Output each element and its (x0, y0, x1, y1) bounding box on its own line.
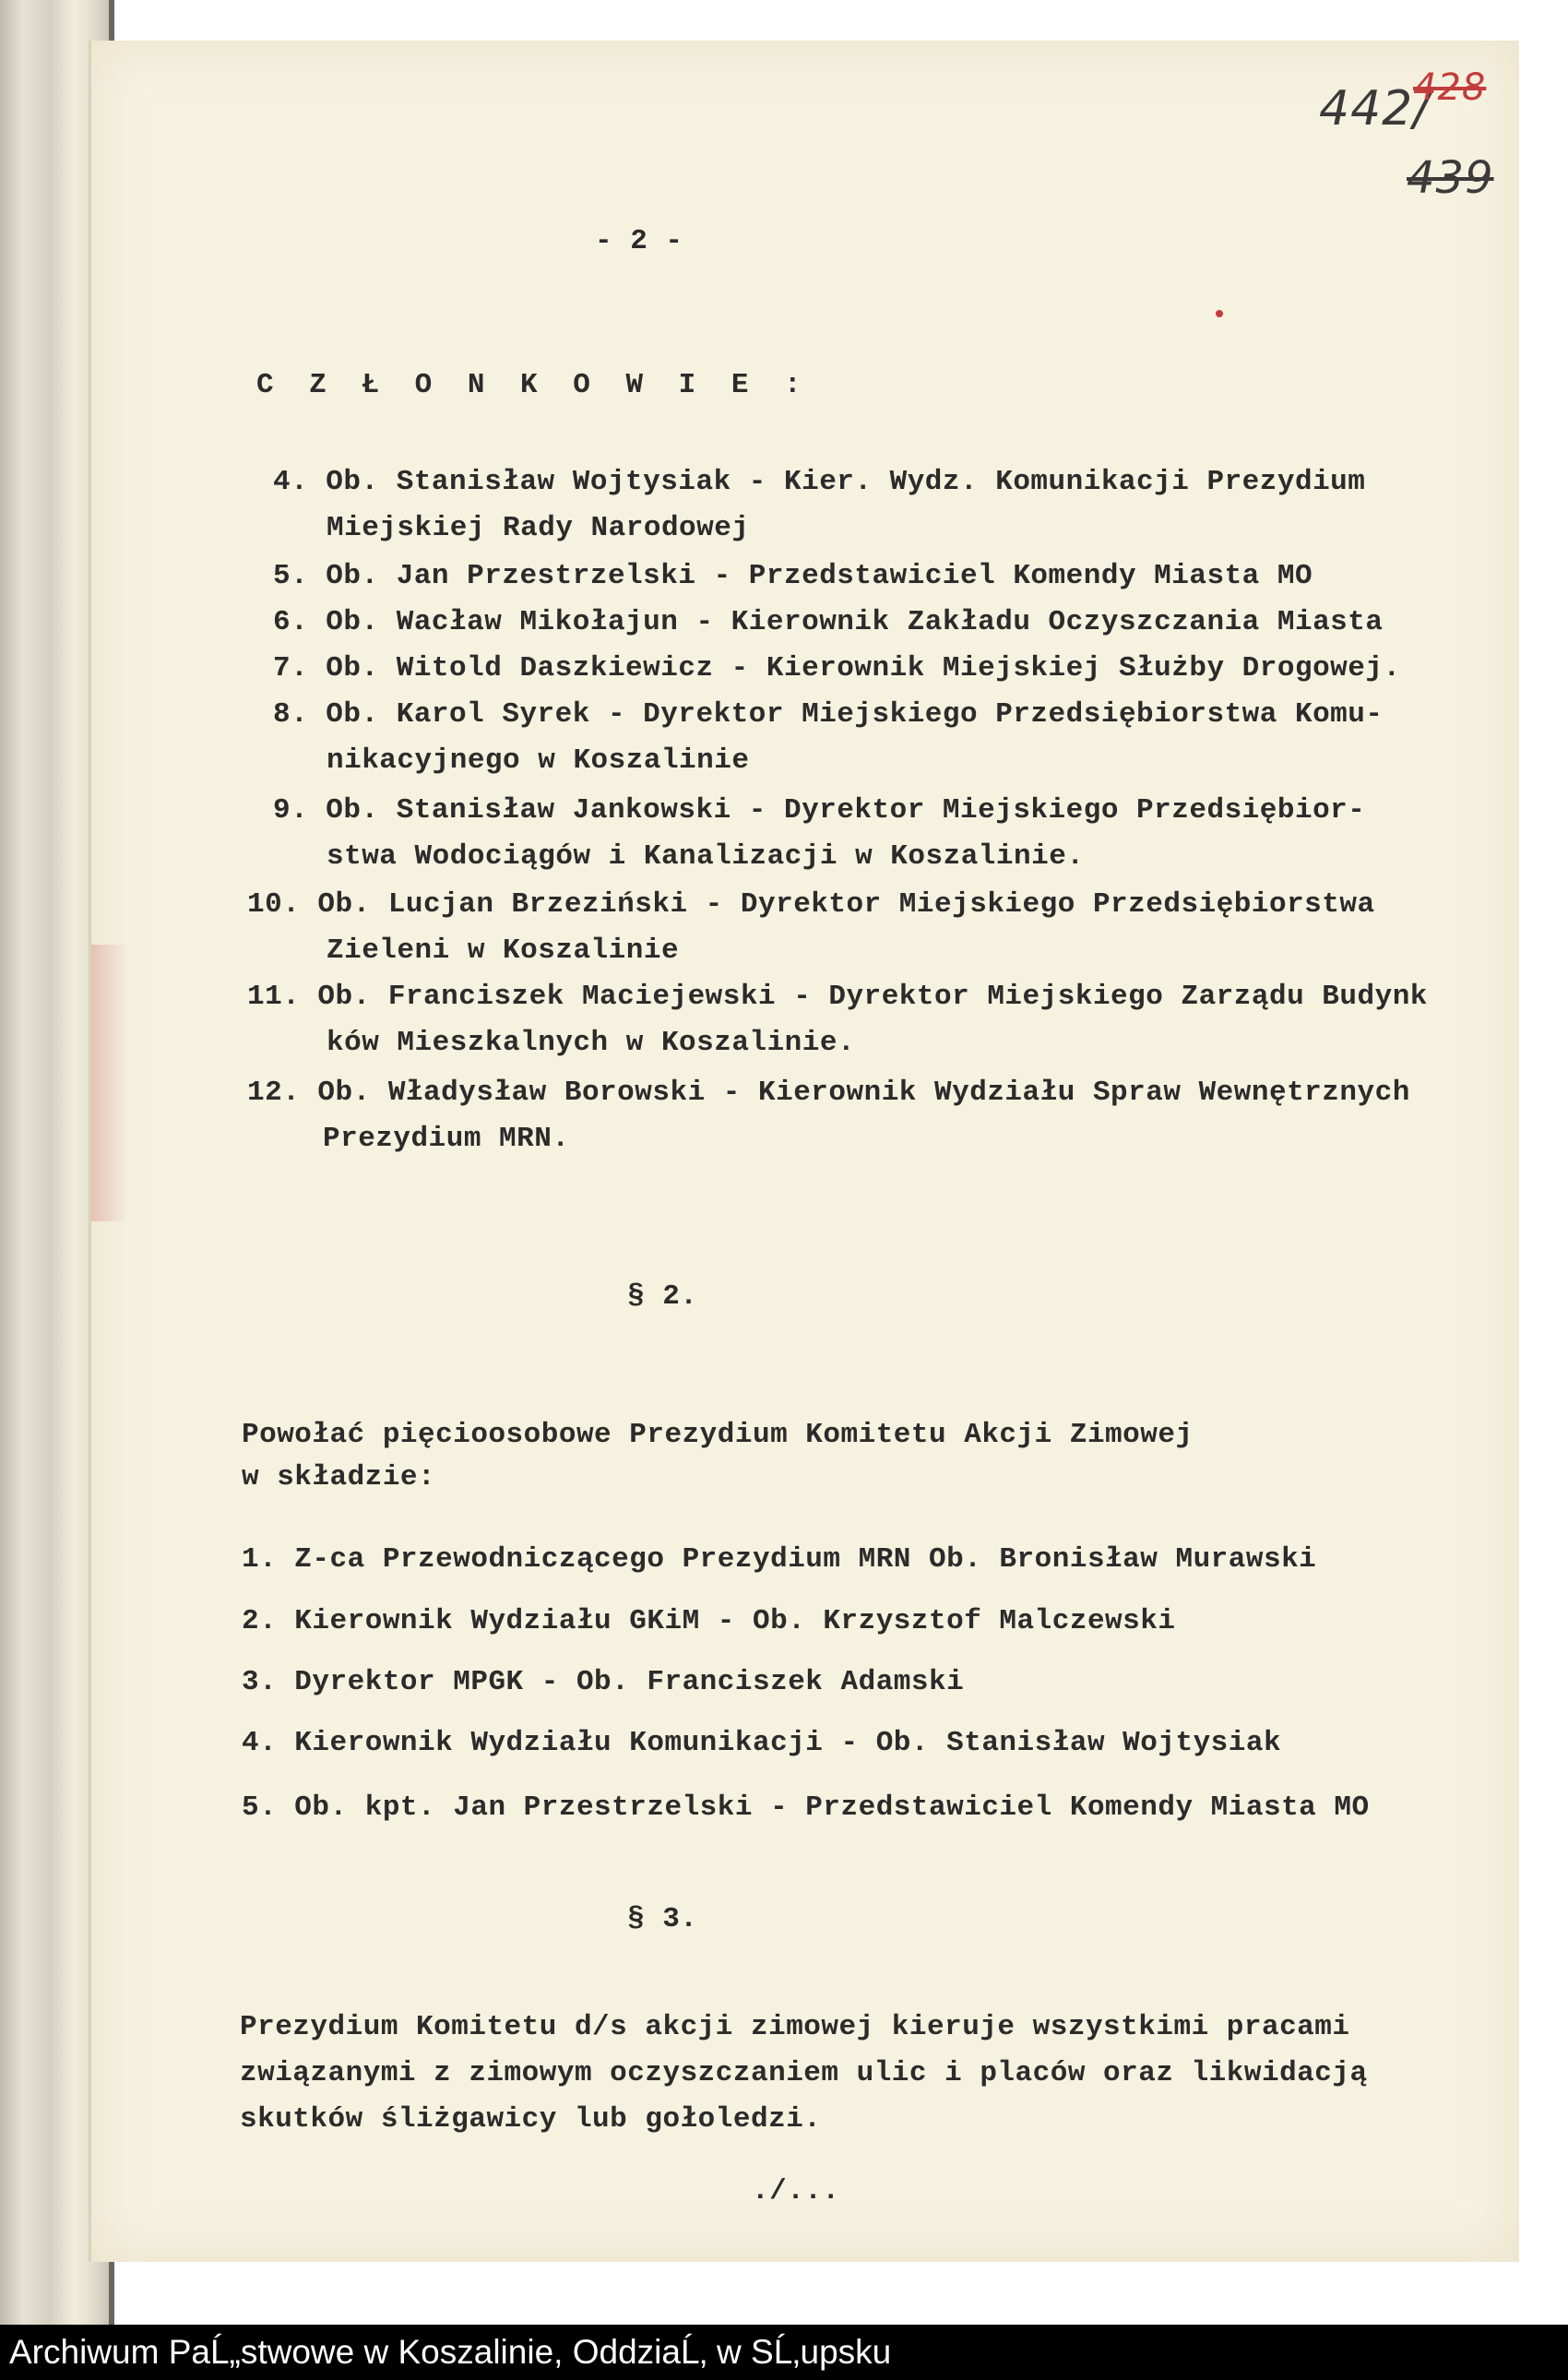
page-number: - 2 - (595, 225, 683, 257)
continuation-mark: ./... (752, 2175, 840, 2207)
member-line: 12. Ob. Władysław Borowski - Kierownik Wydziału Spraw Wewnętrznych (247, 1077, 1410, 1109)
member-line: nikacyjnego w Koszalinie (327, 744, 750, 777)
section-3-label: § 3. (627, 1903, 698, 1935)
red-stain (91, 945, 128, 1221)
folio-number: 442/ (1319, 81, 1431, 137)
presidium-item: 1. Z-ca Przewodniczącego Prezydium MRN Ob. Bronisław Murawski (242, 1543, 1317, 1576)
member-line: 11. Ob. Franciszek Maciejewski - Dyrektor Miejskiego Zarządu Budynk (247, 981, 1428, 1013)
member-line: Prezydium MRN. (323, 1123, 570, 1155)
archive-footer: Archiwum PaĹ„stwowe w Koszalinie, OddziaĹ‚ w SĹ‚upsku (0, 2325, 1568, 2380)
member-line: 6. Ob. Wacław Mikołajun - Kierownik Zakładu Oczyszczania Miasta (273, 606, 1384, 638)
presidium-item: 5. Ob. kpt. Jan Przestrzelski - Przedstawiciel Komendy Miasta MO (242, 1791, 1370, 1824)
member-line: 4. Ob. Stanisław Wojtysiak - Kier. Wydz. Komunikacji Prezydium (273, 466, 1366, 498)
member-line: 10. Ob. Lucjan Brzeziński - Dyrektor Miejskiego Przedsiębiorstwa (247, 888, 1375, 921)
member-line: 8. Ob. Karol Syrek - Dyrektor Miejskiego Przedsiębiorstwa Komu- (273, 698, 1384, 731)
section-3-text: skutków śliżgawicy lub gołoledzi. (240, 2103, 822, 2136)
members-heading: C Z Ł O N K O W I E : (256, 369, 811, 401)
section-2-intro: Powołać pięcioosobowe Prezydium Komitetu Akcji Zimowej (242, 1419, 1194, 1451)
member-line: 5. Ob. Jan Przestrzelski - Przedstawiciel Komendy Miasta MO (273, 560, 1313, 592)
member-line: 7. Ob. Witold Daszkiewicz - Kierownik Miejskiej Służby Drogowej. (273, 652, 1401, 684)
section-2-intro: w składzie: (242, 1461, 436, 1493)
section-3-text: związanymi z zimowym oczyszczaniem ulic i placów oraz likwidacją (240, 2057, 1368, 2089)
red-mark (1216, 310, 1223, 317)
section-2-label: § 2. (627, 1280, 698, 1313)
member-line: Miejskiej Rady Narodowej (327, 512, 750, 544)
presidium-item: 2. Kierownik Wydziału GKiM - Ob. Krzysztof Malczewski (242, 1605, 1176, 1637)
presidium-item: 4. Kierownik Wydziału Komunikacji - Ob. Stanisław Wojtysiak (242, 1727, 1282, 1759)
member-line: 9. Ob. Stanisław Jankowski - Dyrektor Miejskiego Przedsiębior- (273, 794, 1366, 827)
presidium-item: 3. Dyrektor MPGK - Ob. Franciszek Adamski (242, 1666, 965, 1698)
member-line: ków Mieszkalnych w Koszalinie. (327, 1027, 856, 1059)
section-3-text: Prezydium Komitetu d/s akcji zimowej kieruje wszystkimi pracami (240, 2011, 1350, 2043)
old-number-red: 428 (1413, 66, 1487, 109)
old-number-grey: 439 (1407, 152, 1494, 204)
member-line: Zieleni w Koszalinie (327, 934, 680, 967)
member-line: stwa Wodociągów i Kanalizacji w Koszalinie. (327, 840, 1085, 873)
